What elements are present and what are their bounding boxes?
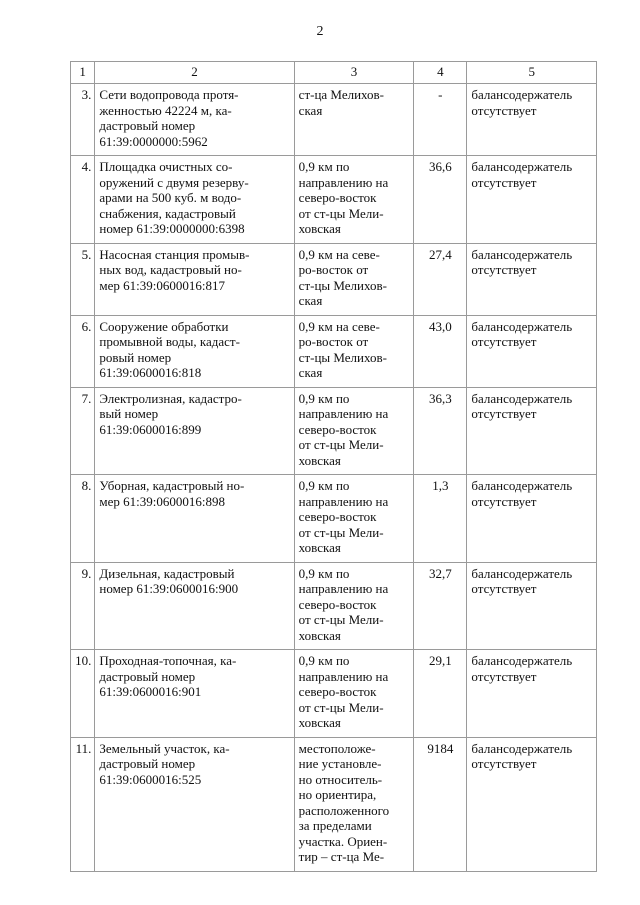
object-location: 0,9 км по направлению на северо-восток от ст-цы Мели- ховская [294, 156, 414, 244]
row-number: 8. [71, 475, 95, 563]
header-col-2: 2 [95, 62, 294, 84]
object-area: 43,0 [414, 315, 467, 387]
header-col-5: 5 [467, 62, 597, 84]
object-area: 27,4 [414, 243, 467, 315]
property-table [70, 61, 597, 872]
object-owner: балансодержатель отсутствует [467, 315, 597, 387]
object-location: 0,9 км по направлению на северо-восток от ст-цы Мели- ховская [294, 475, 414, 563]
table-row [71, 650, 597, 738]
header-col-1: 1 [71, 62, 95, 84]
table-row [71, 737, 597, 871]
row-number: 5. [71, 243, 95, 315]
object-area: 9184 [414, 737, 467, 871]
object-location: 0,9 км по направлению на северо-восток от ст-цы Мели- ховская [294, 387, 414, 475]
object-owner: балансодержатель отсутствует [467, 650, 597, 738]
row-number: 3. [71, 84, 95, 156]
object-name: Электролизная, кадастро- вый номер 61:39:0600016:899 [95, 387, 294, 475]
object-name: Площадка очистных со- оружений с двумя резерву- арами на 500 куб. м водо- снабжения, кадастровый номер 61:39:0000000:6398 [95, 156, 294, 244]
object-area: 36,3 [414, 387, 467, 475]
object-area: 29,1 [414, 650, 467, 738]
object-owner: балансодержатель отсутствует [467, 475, 597, 563]
object-area: 32,7 [414, 562, 467, 650]
table-row [71, 475, 597, 563]
table-row [71, 243, 597, 315]
object-area: 36,6 [414, 156, 467, 244]
object-area: - [414, 84, 467, 156]
row-number: 7. [71, 387, 95, 475]
object-name: Насосная станция промыв- ных вод, кадастровый но- мер 61:39:0600016:817 [95, 243, 294, 315]
object-owner: балансодержатель отсутствует [467, 156, 597, 244]
object-name: Земельный участок, ка- дастровый номер 61:39:0600016:525 [95, 737, 294, 871]
object-owner: балансодержатель отсутствует [467, 562, 597, 650]
object-location: местоположе- ние установле- но относитель- но ориентира, расположенного за пределами участка. Ориен- тир – ст-ца Ме- [294, 737, 414, 871]
object-name: Проходная-топочная, ка- дастровый номер 61:39:0600016:901 [95, 650, 294, 738]
row-number: 11. [71, 737, 95, 871]
object-location: 0,9 км на севе- ро-восток от ст-цы Мелихов- ская [294, 315, 414, 387]
row-number: 10. [71, 650, 95, 738]
object-name: Дизельная, кадастровый номер 61:39:0600016:900 [95, 562, 294, 650]
object-location: 0,9 км на севе- ро-восток от ст-цы Мелихов- ская [294, 243, 414, 315]
header-row [71, 62, 597, 84]
page-number: 2 [316, 24, 324, 39]
row-number: 6. [71, 315, 95, 387]
object-owner: балансодержатель отсутствует [467, 737, 597, 871]
table-row [71, 84, 597, 156]
table-row [71, 156, 597, 244]
table-row [71, 387, 597, 475]
object-owner: балансодержатель отсутствует [467, 387, 597, 475]
object-name: Сооружение обработки промывной воды, кадаст- ровый номер 61:39:0600016:818 [95, 315, 294, 387]
header-col-3: 3 [294, 62, 414, 84]
row-number: 9. [71, 562, 95, 650]
object-name: Сети водопровода протя- женностью 42224 м, ка- дастровый номер 61:39:0000000:5962 [95, 84, 294, 156]
header-col-4: 4 [414, 62, 467, 84]
object-location: ст-ца Мелихов- ская [294, 84, 414, 156]
object-owner: балансодержатель отсутствует [467, 84, 597, 156]
row-number: 4. [71, 156, 95, 244]
object-owner: балансодержатель отсутствует [467, 243, 597, 315]
object-location: 0,9 км по направлению на северо-восток от ст-цы Мели- ховская [294, 562, 414, 650]
table-row [71, 562, 597, 650]
object-location: 0,9 км по направлению на северо-восток от ст-цы Мели- ховская [294, 650, 414, 738]
table-row [71, 315, 597, 387]
object-area: 1,3 [414, 475, 467, 563]
object-name: Уборная, кадастровый но- мер 61:39:0600016:898 [95, 475, 294, 563]
